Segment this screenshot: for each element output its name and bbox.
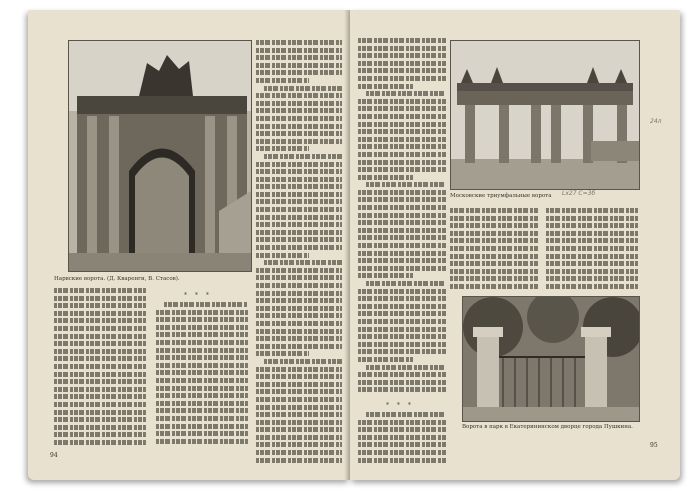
moscow-gate-caption: Московские триумфальные ворота — [450, 193, 552, 199]
section-divider: * * * — [184, 292, 212, 299]
right-page — [350, 10, 680, 480]
left-page-number: 94 — [50, 452, 58, 459]
park-gate-caption: Ворота в парк в Екатерининском дворце города Пушкина. — [462, 424, 633, 430]
right-page-text-column-1b — [358, 412, 446, 465]
right-page-number: 95 — [650, 442, 658, 449]
left-page-text-column-2 — [256, 40, 342, 465]
narva-gate-photo — [68, 40, 252, 272]
pencil-note-under-photo: Lx27 С=3б — [562, 190, 596, 197]
right-page-text-column-3 — [546, 208, 638, 292]
left-page-text-column-1b — [156, 302, 248, 446]
moscow-gate-photo — [450, 40, 640, 190]
pencil-note-margin: 24л — [650, 118, 662, 125]
left-page-text-column-1 — [54, 288, 146, 447]
narva-gate-caption: Нарвские ворота. (Д. Кваренги, В. Стасов). — [54, 276, 180, 282]
right-page-text-column-2 — [450, 208, 538, 292]
park-gate-photo — [462, 296, 640, 422]
right-page-text-column-1 — [358, 38, 446, 395]
section-divider: * * * — [386, 402, 414, 409]
left-page — [28, 10, 350, 480]
